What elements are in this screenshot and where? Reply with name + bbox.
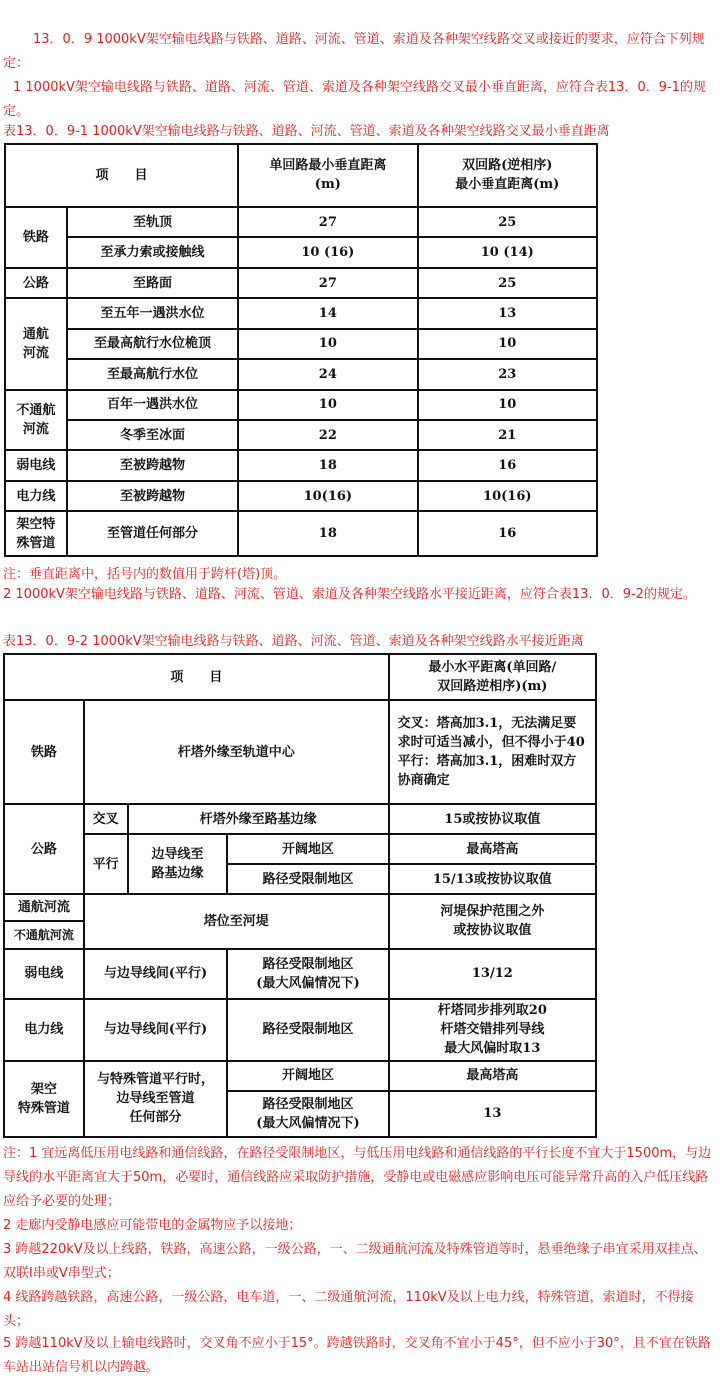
note-5: 5 跨越110kV及以上输电线路时，交叉角不应小于15°。跨越铁路时，交叉角不宜小于45°，但不应小于30°，且不宜在铁路车站出站信号机以内跨越。 [3,1336,711,1375]
railway-desc: 杆塔外缘至轨道中心 [84,700,389,804]
vertical-distance-table [4,143,598,557]
railway-label: 铁路 [4,700,84,804]
row-item: 至最高航行水位桅顶 [67,329,238,359]
power-line-area: 路径受限制地区 [227,999,388,1061]
note-4: 4 线路跨越铁路，高速公路，一级公路，电车道，一、二级通航河流，110kV及以上电力线，特殊管道，索道时，不得接头； [3,1290,694,1329]
row-single: 22 [238,420,417,450]
header-item: 项 目 [5,144,238,207]
row-item: 至最高航行水位 [67,359,238,389]
rule-2-paragraph: 2 1000kV架空输电线路与铁路、道路、河流、管道、索道及各种架空线路水平接近距离，应符合表13．0．9-2的规定。 [3,587,696,602]
river-value: 河堤保护范围之外 或按协议取值 [389,894,596,948]
highway-open-value: 最高塔高 [389,834,596,864]
row-item: 至承力索或接触线 [67,237,238,267]
highway-parallel-desc: 边导线至 路基边缘 [128,834,228,894]
railway-value: 交叉：塔高加3.1，无法满足要求时可适当减小，但不得小于40 平行：塔高加3.1，困难时双方协商确定 [389,700,596,804]
row-item: 至管道任何部分 [67,511,238,556]
row-single: 18 [238,511,417,556]
group-non-navigable-river: 不通航 河流 [5,390,67,451]
row-single: 27 [238,207,417,237]
pipeline-restricted-value: 13 [389,1091,596,1137]
header-item: 项 目 [4,654,389,700]
row-item: 至路面 [67,268,238,298]
row-single: 10 (16) [238,237,417,267]
row-item: 至被跨越物 [67,450,238,480]
table1-note: 注：垂直距离中，括号内的数值用于跨杆(塔)顶。 [3,567,287,582]
row-single: 24 [238,359,417,389]
row-double: 23 [418,359,597,389]
highway-parallel-label: 平行 [84,834,128,894]
highway-restricted-area: 路径受限制地区 [227,864,388,894]
row-double: 10(16) [418,481,597,511]
group-navigable-river: 通航 河流 [5,298,67,389]
header-double-circuit: 双回路(逆相序) 最小垂直距离(m) [418,144,597,207]
row-double: 13 [418,298,597,328]
row-double: 10 (14) [418,237,597,267]
row-double: 10 [418,390,597,420]
row-double: 16 [418,450,597,480]
group-highway: 公路 [5,268,67,298]
row-item: 冬季至冰面 [67,420,238,450]
row-single: 10 [238,390,417,420]
group-special-pipeline: 架空特 殊管道 [5,511,67,556]
group-power-line: 电力线 [5,481,67,511]
weak-current-label: 弱电线 [4,949,84,999]
note-2: 2 走廊内受静电感应可能带电的金属物应予以接地； [3,1218,302,1233]
highway-open-area: 开阔地区 [227,834,388,864]
intro-paragraph: 13．0．9 1000kV架空输电线路与铁路、道路、河流、管道、索道及各种架空线路交叉或接近的要求，应符合下列规定： [3,32,705,71]
power-line-label: 电力线 [4,999,84,1061]
pipeline-open-value: 最高塔高 [389,1061,596,1091]
row-item: 至五年一遇洪水位 [67,298,238,328]
row-double: 25 [418,207,597,237]
header-min-distance: 最小水平距离(单回路/ 双回路逆相序)(m) [389,654,596,700]
non-navigable-river-label: 不通航河流 [4,921,84,948]
highway-cross-value: 15或按协议取值 [389,804,596,834]
row-double: 10 [418,329,597,359]
row-double: 16 [418,511,597,556]
row-double: 25 [418,268,597,298]
row-single: 27 [238,268,417,298]
weak-current-value: 13/12 [389,949,596,999]
navigable-river-label: 通航河流 [4,894,84,921]
header-single-circuit: 单回路最小垂直距离 (m) [238,144,417,207]
power-line-value: 杆塔同步排列取20 杆塔交错排列导线 最大风偏时取13 [389,999,596,1061]
row-item: 至轨顶 [67,207,238,237]
pipeline-label: 架空 特殊管道 [4,1061,84,1137]
table2-caption: 表13．0．9-2 1000kV架空输电线路与铁路、道路、河流、管道、索道及各种架空线路水平接近距离 [3,634,584,649]
row-single: 14 [238,298,417,328]
pipeline-restricted-area: 路径受限制地区 (最大风偏情况下) [227,1091,388,1137]
highway-label: 公路 [4,804,84,894]
weak-current-area: 路径受限制地区 (最大风偏情况下) [227,949,388,999]
row-single: 10(16) [238,481,417,511]
table1-caption: 表13．0．9-1 1000kV架空输电线路与铁路、道路、河流、管道、索道及各种架空线路交叉最小垂直距离 [3,124,610,139]
horizontal-distance-table [3,653,597,1138]
river-desc: 塔位至河堤 [84,894,389,948]
row-item: 至被跨越物 [67,481,238,511]
note-1: 注：1 宜远离低压用电线路和通信线路，在路径受限制地区，与低压用电线路和通信线路的平行长度不宜大于1500m，与边导线的水平距离宜大于50m，必要时，通信线路应采取防护措施，受静电或电磁感应影响电压可能异常升高的入户低压线路应给予必要的处理； [3,1146,712,1209]
power-line-desc: 与边导线间(平行) [84,999,228,1061]
rule-1-paragraph: 1 1000kV架空输电线路与铁路、道路、河流、管道、索道及各种架空线路交叉最小垂直距离，应符合表13．0．9-1的规定。 [3,80,706,119]
pipeline-desc: 与特殊管道平行时， 边导线至管道 任何部分 [84,1061,228,1137]
highway-cross-label: 交叉 [84,804,128,834]
group-weak-current: 弱电线 [5,450,67,480]
row-single: 18 [238,450,417,480]
pipeline-open-area: 开阔地区 [227,1061,388,1091]
row-single: 10 [238,329,417,359]
group-railway: 铁路 [5,207,67,268]
note-3: 3 跨越220kV及以上线路，铁路，高速公路，一级公路，一、二级通航河流及特殊管道等时，悬垂绝缘子串宜采用双挂点、双联Ⅰ串或Ⅴ串型式； [3,1242,707,1281]
highway-cross-desc: 杆塔外缘至路基边缘 [128,804,389,834]
row-double: 21 [418,420,597,450]
highway-restricted-value: 15/13或按协议取值 [389,864,596,894]
row-item: 百年一遇洪水位 [67,390,238,420]
weak-current-desc: 与边导线间(平行) [84,949,228,999]
